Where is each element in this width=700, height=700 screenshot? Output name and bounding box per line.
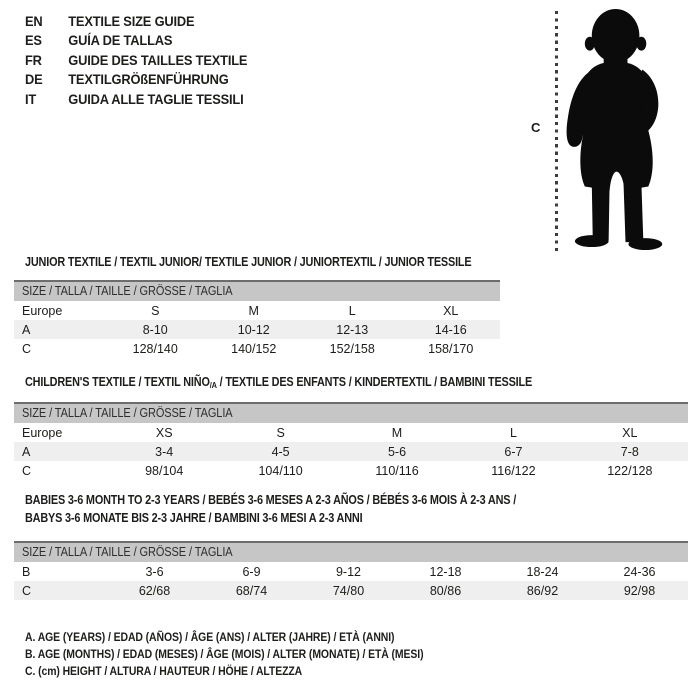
height-cell: 122/128 (607, 463, 653, 478)
children-title-part: / TEXTILE DES ENFANTS / KINDERTEXTIL / BAMBINI TESSILE (216, 375, 533, 389)
table-row (14, 562, 688, 581)
height-cell: 62/68 (138, 583, 171, 598)
children-table-title (25, 375, 532, 390)
babies-title-line1: BABIES 3-6 MONTH TO 2-3 YEARS / BEBÉS 3-6 MESES A 2-3 AÑOS / BÉBÉS 3-6 MOIS À 2-3 ANS / (25, 493, 517, 507)
junior-size-table (14, 280, 500, 358)
row-label: C (22, 341, 32, 356)
language-code: ES (25, 32, 42, 49)
size-cell: XS (155, 425, 173, 440)
age-cell: 6-9 (242, 564, 261, 579)
height-cell: 140/152 (231, 341, 277, 356)
height-cell: 128/140 (132, 341, 178, 356)
size-header-row (14, 280, 500, 301)
size-cell: S (151, 303, 160, 318)
age-cell: 24-36 (623, 564, 656, 579)
legend-age-months: B. AGE (MONTHS) / EDAD (MESES) / ÂGE (MOIS) / ALTER (MONATE) / ETÀ (MESI) (25, 647, 424, 662)
size-header-row (14, 541, 688, 562)
children-title-part: CHILDREN'S TEXTILE / TEXTIL NIÑO (25, 375, 210, 389)
age-cell: 7-8 (620, 444, 639, 459)
babies-size-table (14, 541, 688, 600)
junior-table-title: JUNIOR TEXTILE / TEXTIL JUNIOR/ TEXTILE JUNIOR / JUNIORTEXTIL / JUNIOR TESSILE (25, 255, 472, 269)
language-code: IT (25, 90, 37, 107)
legend-height-cm: C. (cm) HEIGHT / ALTURA / HAUTEUR / HÖHE / ALTEZZA (25, 664, 303, 679)
measure-legend (25, 629, 483, 681)
legend-age-years: A. AGE (YEARS) / EDAD (AÑOS) / ÂGE (ANS) / ALTER (JAHRE) / ETÀ (ANNI) (25, 630, 395, 644)
language-row-it (25, 89, 247, 109)
children-size-table (14, 402, 688, 480)
size-header-text: SIZE / TALLA / TAILLE / GRÖSSE / TAGLIA (22, 406, 233, 420)
language-row-fr (25, 50, 247, 70)
size-header-text: SIZE / TALLA / TAILLE / GRÖSSE / TAGLIA (22, 284, 233, 298)
age-cell: 3-4 (155, 444, 174, 459)
age-cell: 5-6 (387, 444, 407, 459)
table-row (14, 581, 688, 600)
language-list (25, 11, 247, 109)
height-cell: 92/98 (623, 583, 656, 598)
age-cell: 12-18 (429, 564, 462, 579)
height-cell: 104/110 (258, 463, 303, 478)
language-code: DE (25, 71, 43, 88)
age-cell: 18-24 (526, 564, 559, 579)
size-header-text: SIZE / TALLA / TAILLE / GRÖSSE / TAGLIA (22, 545, 233, 559)
age-cell: 8-10 (142, 322, 168, 337)
table-row (14, 301, 500, 320)
height-cell: 80/86 (429, 583, 462, 598)
language-title: TEXTILGRÖßENFÜHRUNG (68, 71, 229, 88)
table-row (14, 423, 688, 442)
row-label: C (22, 583, 32, 598)
age-cell: 4-5 (271, 444, 290, 459)
size-cell: L (509, 425, 517, 440)
babies-table-title (25, 492, 516, 527)
table-row (14, 442, 688, 461)
age-cell: 10-12 (237, 322, 270, 337)
language-title: GUÍA DE TALLAS (68, 32, 173, 49)
row-label: A (22, 322, 31, 337)
children-title-sub: /A (209, 380, 217, 390)
size-cell: M (391, 425, 403, 440)
height-cell: 152/158 (329, 341, 375, 356)
height-cell: 98/104 (145, 463, 184, 478)
height-cell: 68/74 (235, 583, 268, 598)
size-cell: L (348, 303, 356, 318)
size-cell: XL (443, 303, 459, 318)
height-cell: 74/80 (332, 583, 365, 598)
language-code: EN (25, 12, 43, 29)
language-row-en (25, 11, 247, 31)
age-cell: 12-13 (336, 322, 369, 337)
table-row (14, 461, 688, 480)
row-label: B (22, 564, 31, 579)
size-cell: S (276, 425, 285, 440)
age-cell: 6-7 (504, 444, 523, 459)
age-cell: 14-16 (434, 322, 467, 337)
row-label: Europe (22, 425, 63, 440)
language-code: FR (25, 51, 42, 68)
language-title: GUIDA ALLE TAGLIE TESSILI (68, 90, 244, 107)
row-label: C (22, 463, 32, 478)
height-cell: 86/92 (526, 583, 559, 598)
size-cell: M (248, 303, 259, 318)
table-row (14, 320, 500, 339)
size-header-row (14, 402, 688, 423)
row-label: A (22, 444, 31, 459)
row-label: Europe (22, 303, 63, 318)
language-title: TEXTILE SIZE GUIDE (68, 12, 195, 29)
height-cell: 110/116 (375, 463, 419, 478)
size-cell: XL (622, 425, 638, 440)
language-row-es (25, 31, 247, 51)
height-cell: 116/122 (491, 463, 536, 478)
age-cell: 9-12 (335, 564, 362, 579)
height-cell: 158/170 (428, 341, 474, 356)
age-cell: 3-6 (145, 564, 164, 579)
language-row-de (25, 70, 247, 90)
language-title: GUIDE DES TAILLES TEXTILE (68, 51, 248, 68)
height-measure-label: C (531, 120, 541, 135)
table-row (14, 339, 500, 358)
babies-title-line2: BABYS 3-6 MONATE BIS 2-3 JAHRE / BAMBINI 3-6 MESI A 2-3 ANNI (25, 510, 363, 525)
toddler-silhouette-icon (554, 6, 697, 254)
